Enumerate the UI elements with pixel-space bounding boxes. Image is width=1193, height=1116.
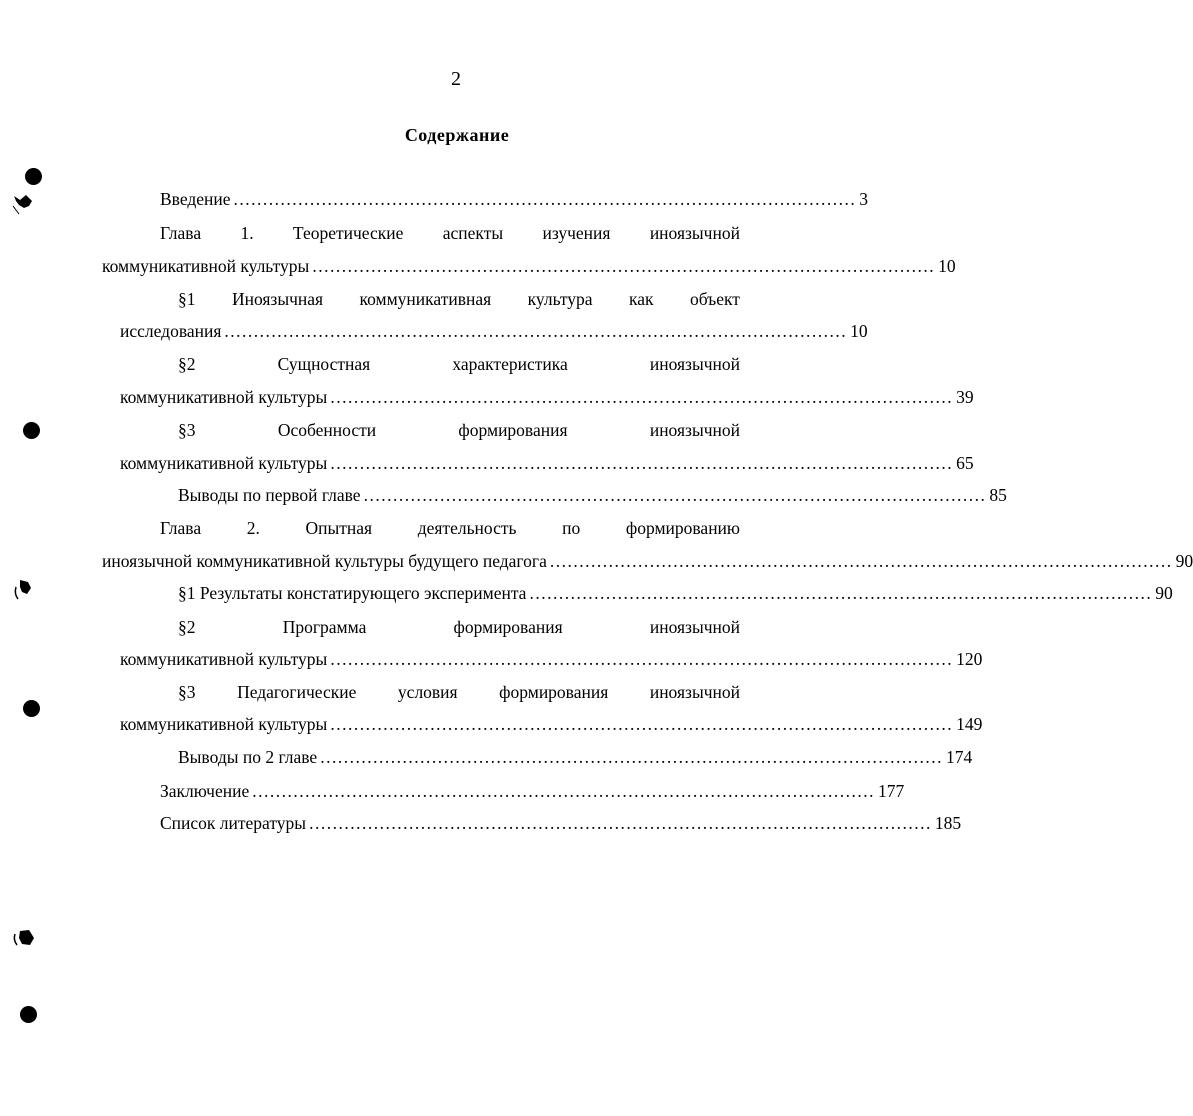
toc-entry-section-2-2-cont	[120, 648, 983, 670]
toc-word: Глава	[160, 223, 202, 243]
toc-word: формирования	[453, 617, 563, 637]
binder-hole	[23, 422, 40, 439]
toc-word: иноязычной	[649, 354, 740, 374]
toc-page-number: 10	[850, 321, 868, 341]
leader-dots: ..........................................................................................................	[549, 551, 1173, 571]
toc-entry-section-1-2	[178, 353, 740, 375]
toc-page-number: 120	[956, 649, 983, 669]
toc-word: деятельность	[417, 518, 517, 538]
toc-word: аспекты	[442, 223, 504, 243]
toc-page-number: 3	[859, 189, 869, 209]
toc-entry-text: Список литературы	[160, 813, 307, 833]
toc-word: Опытная	[305, 518, 373, 538]
toc-word: иноязычной	[649, 223, 740, 243]
toc-word: коммуникативная	[359, 289, 492, 309]
toc-word: формирования	[499, 682, 609, 702]
toc-word: §3	[178, 682, 196, 702]
binder-hole	[25, 168, 42, 185]
toc-entry-text: Заключение	[160, 781, 250, 801]
toc-word: характеристика	[452, 354, 568, 374]
ink-smudge	[11, 926, 37, 950]
ink-smudge	[10, 192, 34, 218]
toc-word: Программа	[282, 617, 367, 637]
toc-word: по	[562, 518, 581, 538]
toc-word: 2.	[246, 518, 260, 538]
toc-entry-section-1-1	[178, 288, 740, 310]
toc-entry-section-1-3	[178, 419, 740, 441]
toc-word: Сущностная	[277, 354, 371, 374]
toc-page-number: 10	[938, 256, 956, 276]
toc-page-number: 90	[1175, 551, 1193, 571]
toc-word: 1.	[240, 223, 254, 243]
toc-word: иноязычной	[649, 420, 740, 440]
toc-entry-chapter-1-cont	[102, 255, 956, 277]
toc-word: культура	[527, 289, 593, 309]
toc-word: §1	[178, 289, 196, 309]
toc-word: условия	[397, 682, 458, 702]
toc-page-number: 85	[989, 485, 1007, 505]
toc-entry-chapter-1	[160, 222, 740, 244]
toc-word: Особенности	[277, 420, 377, 440]
toc-entry-section-2-3-cont	[120, 713, 983, 735]
leader-dots: ..........................................................................................................	[529, 583, 1153, 603]
toc-page-number: 177	[878, 781, 905, 801]
toc-entry-conclusion	[160, 780, 905, 802]
toc-entry-chapter-2	[160, 517, 740, 539]
leader-dots: ..........................................................................................................	[233, 189, 857, 209]
toc-page-number: 149	[956, 714, 983, 734]
page-number: 2	[451, 68, 461, 90]
toc-word: §2	[178, 354, 196, 374]
toc-word: §2	[178, 617, 196, 637]
binder-hole	[20, 1006, 37, 1023]
toc-word: Теоретические	[292, 223, 404, 243]
leader-dots: ..........................................................................................................	[330, 649, 954, 669]
toc-word: объект	[689, 289, 740, 309]
page-title: Содержание	[404, 125, 510, 145]
toc-entry-intro	[160, 188, 869, 210]
toc-entry-section-2-2	[178, 616, 740, 638]
toc-entry-section-1-2-cont	[120, 386, 974, 408]
toc-word: иноязычной	[649, 682, 740, 702]
toc-page-number: 185	[934, 813, 962, 833]
ink-smudge	[12, 577, 34, 603]
toc-page-number: 174	[945, 747, 973, 767]
toc-word: Глава	[160, 518, 202, 538]
toc-entry-text: коммуникативной культуры	[120, 714, 328, 734]
leader-dots: ..........................................................................................................	[309, 813, 932, 833]
toc-entry-text: Введение	[160, 189, 231, 209]
toc-entry-conclusions-1	[178, 484, 1007, 506]
binder-hole	[23, 700, 40, 717]
leader-dots: ..........................................................................................................	[312, 256, 936, 276]
toc-entry-text: Выводы по первой главе	[178, 485, 361, 505]
toc-entry-section-2-1	[178, 582, 1173, 604]
toc-entry-text: коммуникативной культуры	[120, 387, 328, 407]
toc-page-number: 39	[956, 387, 974, 407]
leader-dots: ..........................................................................................................	[320, 747, 943, 767]
toc-entry-text: коммуникативной культуры	[102, 256, 310, 276]
toc-entry-text: иноязычной коммуникативной культуры будущего педагога	[102, 551, 547, 571]
toc-word: §3	[178, 420, 196, 440]
toc-word: формирования	[458, 420, 568, 440]
toc-word: Педагогические	[237, 682, 357, 702]
toc-entry-conclusions-2	[178, 746, 973, 768]
toc-word: формированию	[625, 518, 740, 538]
leader-dots: ..........................................................................................................	[330, 387, 954, 407]
toc-entry-section-2-3	[178, 681, 740, 703]
toc-word: иноязычной	[649, 617, 740, 637]
toc-entry-section-1-1-cont	[120, 320, 868, 342]
toc-entry-text: коммуникативной культуры	[120, 453, 328, 473]
leader-dots: ..........................................................................................................	[224, 321, 848, 341]
leader-dots: ..........................................................................................................	[252, 781, 875, 801]
toc-entry-text: Выводы по 2 главе	[178, 747, 318, 767]
toc-word: изучения	[542, 223, 611, 243]
toc-word: Иноязычная	[231, 289, 324, 309]
leader-dots: ..........................................................................................................	[330, 453, 954, 473]
leader-dots: ..........................................................................................................	[363, 485, 987, 505]
toc-page-number: 65	[956, 453, 974, 473]
toc-word: как	[629, 289, 654, 309]
toc-page-number: 90	[1155, 583, 1173, 603]
toc-entry-chapter-2-cont	[102, 550, 1193, 572]
leader-dots: ..........................................................................................................	[330, 714, 954, 734]
toc-entry-text: коммуникативной культуры	[120, 649, 328, 669]
toc-entry-text: §1 Результаты констатирующего эксперимента	[178, 583, 527, 603]
toc-entry-text: исследования	[120, 321, 222, 341]
toc-entry-section-1-3-cont	[120, 452, 974, 474]
toc-entry-references	[160, 812, 962, 834]
